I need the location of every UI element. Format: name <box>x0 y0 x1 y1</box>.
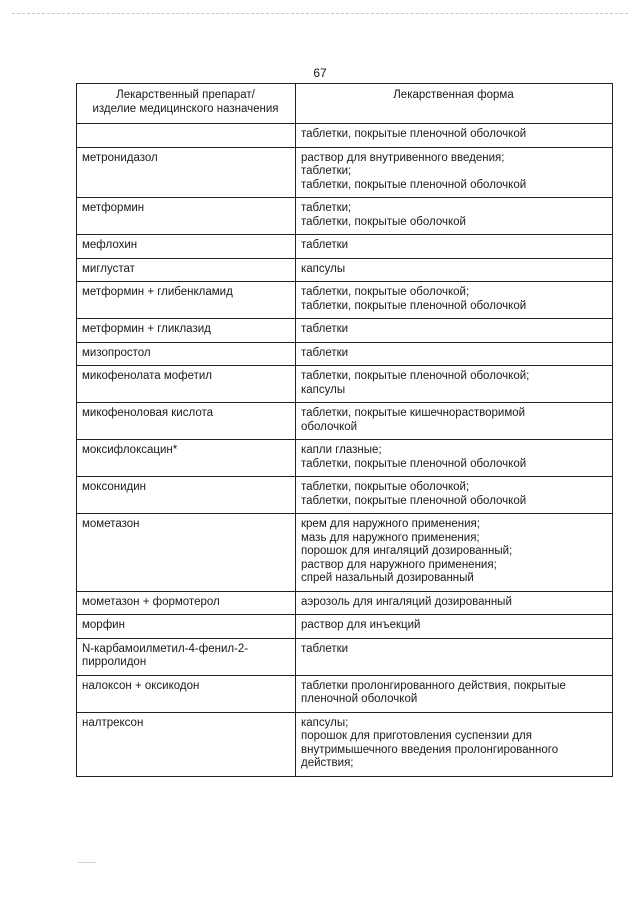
drug-name: метронидазол <box>82 151 158 164</box>
dosage-form: таблетки, покрытые пленочной оболочкой <box>301 128 527 140</box>
table-row <box>77 258 613 282</box>
table-row <box>77 282 613 319</box>
drug-name: налтрексон <box>82 716 144 729</box>
dosage-form: таблетки, покрытые оболочкой; <box>301 286 470 298</box>
table-row <box>77 514 613 592</box>
dosage-form: спрей назальный дозированный <box>301 572 474 584</box>
drug-name: метформин + гликлазид <box>82 323 211 335</box>
dosage-form: капсулы <box>301 383 346 396</box>
dosage-form-cell <box>296 514 613 592</box>
dosage-form: таблетки, покрытые пленочной оболочкой <box>301 494 527 507</box>
dosage-form: капли глазные; <box>301 444 382 456</box>
table-row <box>77 403 613 440</box>
drug-name: мометазон + формотерол <box>82 595 220 608</box>
dosage-form: таблетки; <box>301 165 352 177</box>
drug-name-cell <box>77 712 296 776</box>
dosage-form-cell <box>296 198 613 235</box>
table-row <box>77 319 613 343</box>
dosage-form-cell <box>296 124 613 148</box>
dosage-form: таблетки, покрытые оболочкой <box>301 215 466 228</box>
drug-name-cell <box>77 403 296 440</box>
page-number: 67 <box>313 66 327 80</box>
drug-name: метформин <box>82 202 145 214</box>
drug-name: моксифлоксацин* <box>82 444 178 456</box>
drug-name: N-карбамоилметил-4-фенил-2- <box>82 642 249 655</box>
dosage-form-cell <box>296 440 613 477</box>
dosage-form-cell <box>296 477 613 514</box>
dosage-form: таблетки, покрытые пленочной оболочкой <box>301 457 527 470</box>
drug-name: пирролидон <box>82 656 147 668</box>
table-row <box>77 615 613 639</box>
drug-name: морфин <box>82 619 125 631</box>
drug-name-cell <box>77 282 296 319</box>
drug-name-cell <box>77 366 296 403</box>
table-row <box>77 235 613 259</box>
table-row <box>77 675 613 712</box>
dosage-form: таблетки, покрытые оболочкой; <box>301 481 470 493</box>
table-row <box>77 712 613 776</box>
table-row <box>77 147 613 198</box>
drug-name: микофенолата мофетил <box>82 370 212 382</box>
dosage-form: капсулы; <box>301 716 349 729</box>
dosage-form: раствор для наружного применения; <box>301 558 497 571</box>
drug-name: мефлохин <box>82 239 138 251</box>
table-row <box>77 591 613 615</box>
dosage-form: таблетки; <box>301 202 352 214</box>
drug-name: миглустат <box>82 262 135 275</box>
drug-name-cell <box>77 514 296 592</box>
dosage-form: таблетки <box>301 239 349 251</box>
dosage-form: таблетки <box>301 323 349 335</box>
table-row <box>77 198 613 235</box>
header-drug: Лекарственный препарат/ изделие медицинского назначения <box>77 84 296 124</box>
drug-name-cell <box>77 440 296 477</box>
dosage-form: аэрозоль для ингаляций дозированный <box>301 595 512 608</box>
drug-name-cell <box>77 147 296 198</box>
drug-name-cell <box>77 319 296 343</box>
drug-name-cell <box>77 591 296 615</box>
dosage-form: оболочкой <box>301 420 358 433</box>
table-row <box>77 440 613 477</box>
dosage-form-cell <box>296 342 613 366</box>
dosage-form: капсулы <box>301 262 346 275</box>
header-form: Лекарственная форма <box>296 84 613 124</box>
dosage-form: таблетки, покрытые пленочной оболочкой <box>301 299 527 312</box>
dosage-form: внутримышечного введения пролонгированного <box>301 743 559 756</box>
table-row <box>77 638 613 675</box>
drug-name-cell <box>77 342 296 366</box>
dosage-form-cell <box>296 235 613 259</box>
scan-bottom-mark <box>78 862 96 863</box>
drug-name-cell <box>77 615 296 639</box>
drug-name-cell <box>77 638 296 675</box>
dosage-form: таблетки <box>301 642 349 655</box>
dosage-form: таблетки, покрытые пленочной оболочкой <box>301 178 527 191</box>
dosage-form-cell <box>296 403 613 440</box>
drug-name-cell <box>77 258 296 282</box>
dosage-form: мазь для наружного применения; <box>301 531 480 544</box>
drug-name-cell <box>77 235 296 259</box>
drug-name: мометазон <box>82 518 140 530</box>
dosage-form-cell <box>296 319 613 343</box>
dosage-form: пленочной оболочкой <box>301 693 418 705</box>
dosage-form-cell <box>296 638 613 675</box>
drug-name-cell <box>77 477 296 514</box>
drug-name: моксонидин <box>82 481 146 493</box>
drug-name: налоксон + оксикодон <box>82 679 200 692</box>
dosage-form-cell <box>296 258 613 282</box>
dosage-form: раствор для внутривенного введения; <box>301 151 505 164</box>
drug-name: микофеноловая кислота <box>82 407 213 419</box>
drug-name-cell <box>77 675 296 712</box>
dosage-form: крем для наружного применения; <box>301 518 480 530</box>
scan-top-rule <box>12 13 628 14</box>
dosage-form: таблетки <box>301 346 349 359</box>
dosage-form-cell <box>296 712 613 776</box>
drug-table <box>76 83 613 777</box>
dosage-form: порошок для приготовления суспензии для <box>301 730 532 742</box>
dosage-form: раствор для инъекций <box>301 619 421 631</box>
drug-name: мизопростол <box>82 346 151 359</box>
dosage-form: таблетки, покрытые пленочной оболочкой; <box>301 370 530 382</box>
dosage-form: действия; <box>301 757 354 769</box>
dosage-form-cell <box>296 147 613 198</box>
drug-name-cell <box>77 124 296 148</box>
drug-name-cell <box>77 198 296 235</box>
dosage-form-cell <box>296 615 613 639</box>
table-row <box>77 477 613 514</box>
table-row <box>77 366 613 403</box>
table-body <box>77 124 613 777</box>
dosage-form-cell <box>296 366 613 403</box>
table-row <box>77 124 613 148</box>
table-header-row <box>77 84 613 124</box>
dosage-form-cell <box>296 675 613 712</box>
dosage-form-cell <box>296 282 613 319</box>
dosage-form: таблетки пролонгированного действия, покрытые <box>301 679 566 692</box>
dosage-form: порошок для ингаляций дозированный; <box>301 545 513 557</box>
table-row <box>77 342 613 366</box>
dosage-form: таблетки, покрытые кишечнорастворимой <box>301 407 526 419</box>
dosage-form-cell <box>296 591 613 615</box>
drug-name: метформин + глибенкламид <box>82 286 233 298</box>
